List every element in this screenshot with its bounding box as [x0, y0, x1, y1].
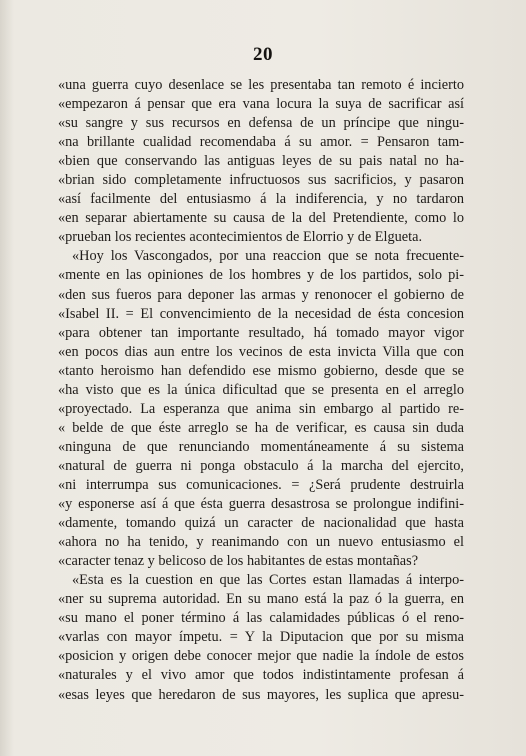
text-line: «ner su suprema autoridad. En su mano está la paz ó la guerra, en: [58, 591, 464, 608]
text-line: «ha visto que es la única dificultad que se presenta en el arreglo: [58, 381, 464, 398]
text-line: «varlas con mayor ímpetu. = Y la Diputacion que por su misma: [58, 629, 464, 646]
text-line: «na brillante cualidad recomendaba á su amor. = Pensaron tam-: [58, 134, 464, 151]
text-line: «prueban los recientes acontecimientos de Elorrio y de Elgueta.: [58, 229, 423, 246]
text-line: «para obtener tan importante resultado, há tomado mayor vigor: [58, 324, 464, 341]
text-line: «esas leyes que heredaron de sus mayores, les suplica que apresu-: [58, 686, 464, 703]
text-line: «su sangre y sus recursos en defensa de un príncipe que ningu-: [58, 115, 464, 132]
text-line: «naturales y el vivo amor que todos indistintamente profesan á: [58, 667, 464, 684]
text-line: «ninguna de que renunciando momentáneamente á su sistema: [58, 438, 464, 455]
text-line: «una guerra cuyo desenlace se les presentaba tan remoto é incierto: [58, 77, 464, 93]
text-line: «en separar abiertamente su causa de la del Pretendiente, como lo: [58, 210, 464, 227]
text-line: «Esta es la cuestion en que las Cortes estan llamadas á interpo-: [72, 572, 464, 589]
text-line: «bien que conservando las antiguas leyes de su pais natal no ha-: [58, 153, 464, 170]
text-line: «en pocos dias aun entre los vecinos de esta invicta Villa que con: [58, 343, 464, 360]
text-line: «ni interrumpa sus comunicaciones. = ¿Será prudente destruirla: [58, 476, 464, 493]
text-line: «así facilmente del entusiasmo á la indiferencia, y no tardaron: [58, 191, 464, 208]
text-line: «empezaron á pensar que era vana locura la suya de sacrificar así: [58, 96, 464, 113]
text-line: «Isabel II. = El convencimiento de la necesidad de ésta concesion: [58, 305, 464, 322]
text-line: «posicion y origen debe conocer mejor que nadie la índole de estos: [58, 648, 464, 665]
text-line: « belde de que éste arreglo se ha de verificar, es causa sin duda: [58, 419, 464, 436]
text-line: «den sus fueros para deponer las armas y renonocer el gobierno de: [58, 286, 464, 303]
text-line: «ahora no ha tenido, y reanimando con un nuevo entusiasmo el: [58, 534, 464, 551]
text-line: «proyectado. La esperanza que anima sin embargo al partido re-: [58, 400, 464, 417]
text-line: «damente, tomando quizá un caracter de nacionalidad que hasta: [58, 515, 464, 532]
text-line: «natural de guerra ni ponga obstaculo á la marcha del ejercito,: [58, 457, 464, 474]
text-line: «tanto heroismo han defendido ese mismo gobierno, desde que se: [58, 362, 464, 379]
text-line: «caracter tenaz y belicoso de los habitantes de estas montañas?: [58, 553, 419, 570]
page-number: 20: [253, 44, 273, 65]
text-line: «y esponerse así á que ésta guerra desastrosa se prolongue indifini-: [58, 496, 464, 513]
body-text: [58, 76, 464, 705]
text-line: «su mano el poner término á las calamidades públicas ó el reno-: [58, 610, 464, 627]
text-line: «mente en las opiniones de los hombres y de los partidos, solo pi-: [58, 267, 464, 284]
text-line: «Hoy los Vascongados, por una reaccion que se nota frecuente-: [72, 248, 464, 265]
text-line: «brian sido completamente infructuosos sus sacrificios, y pasaron: [58, 172, 464, 189]
